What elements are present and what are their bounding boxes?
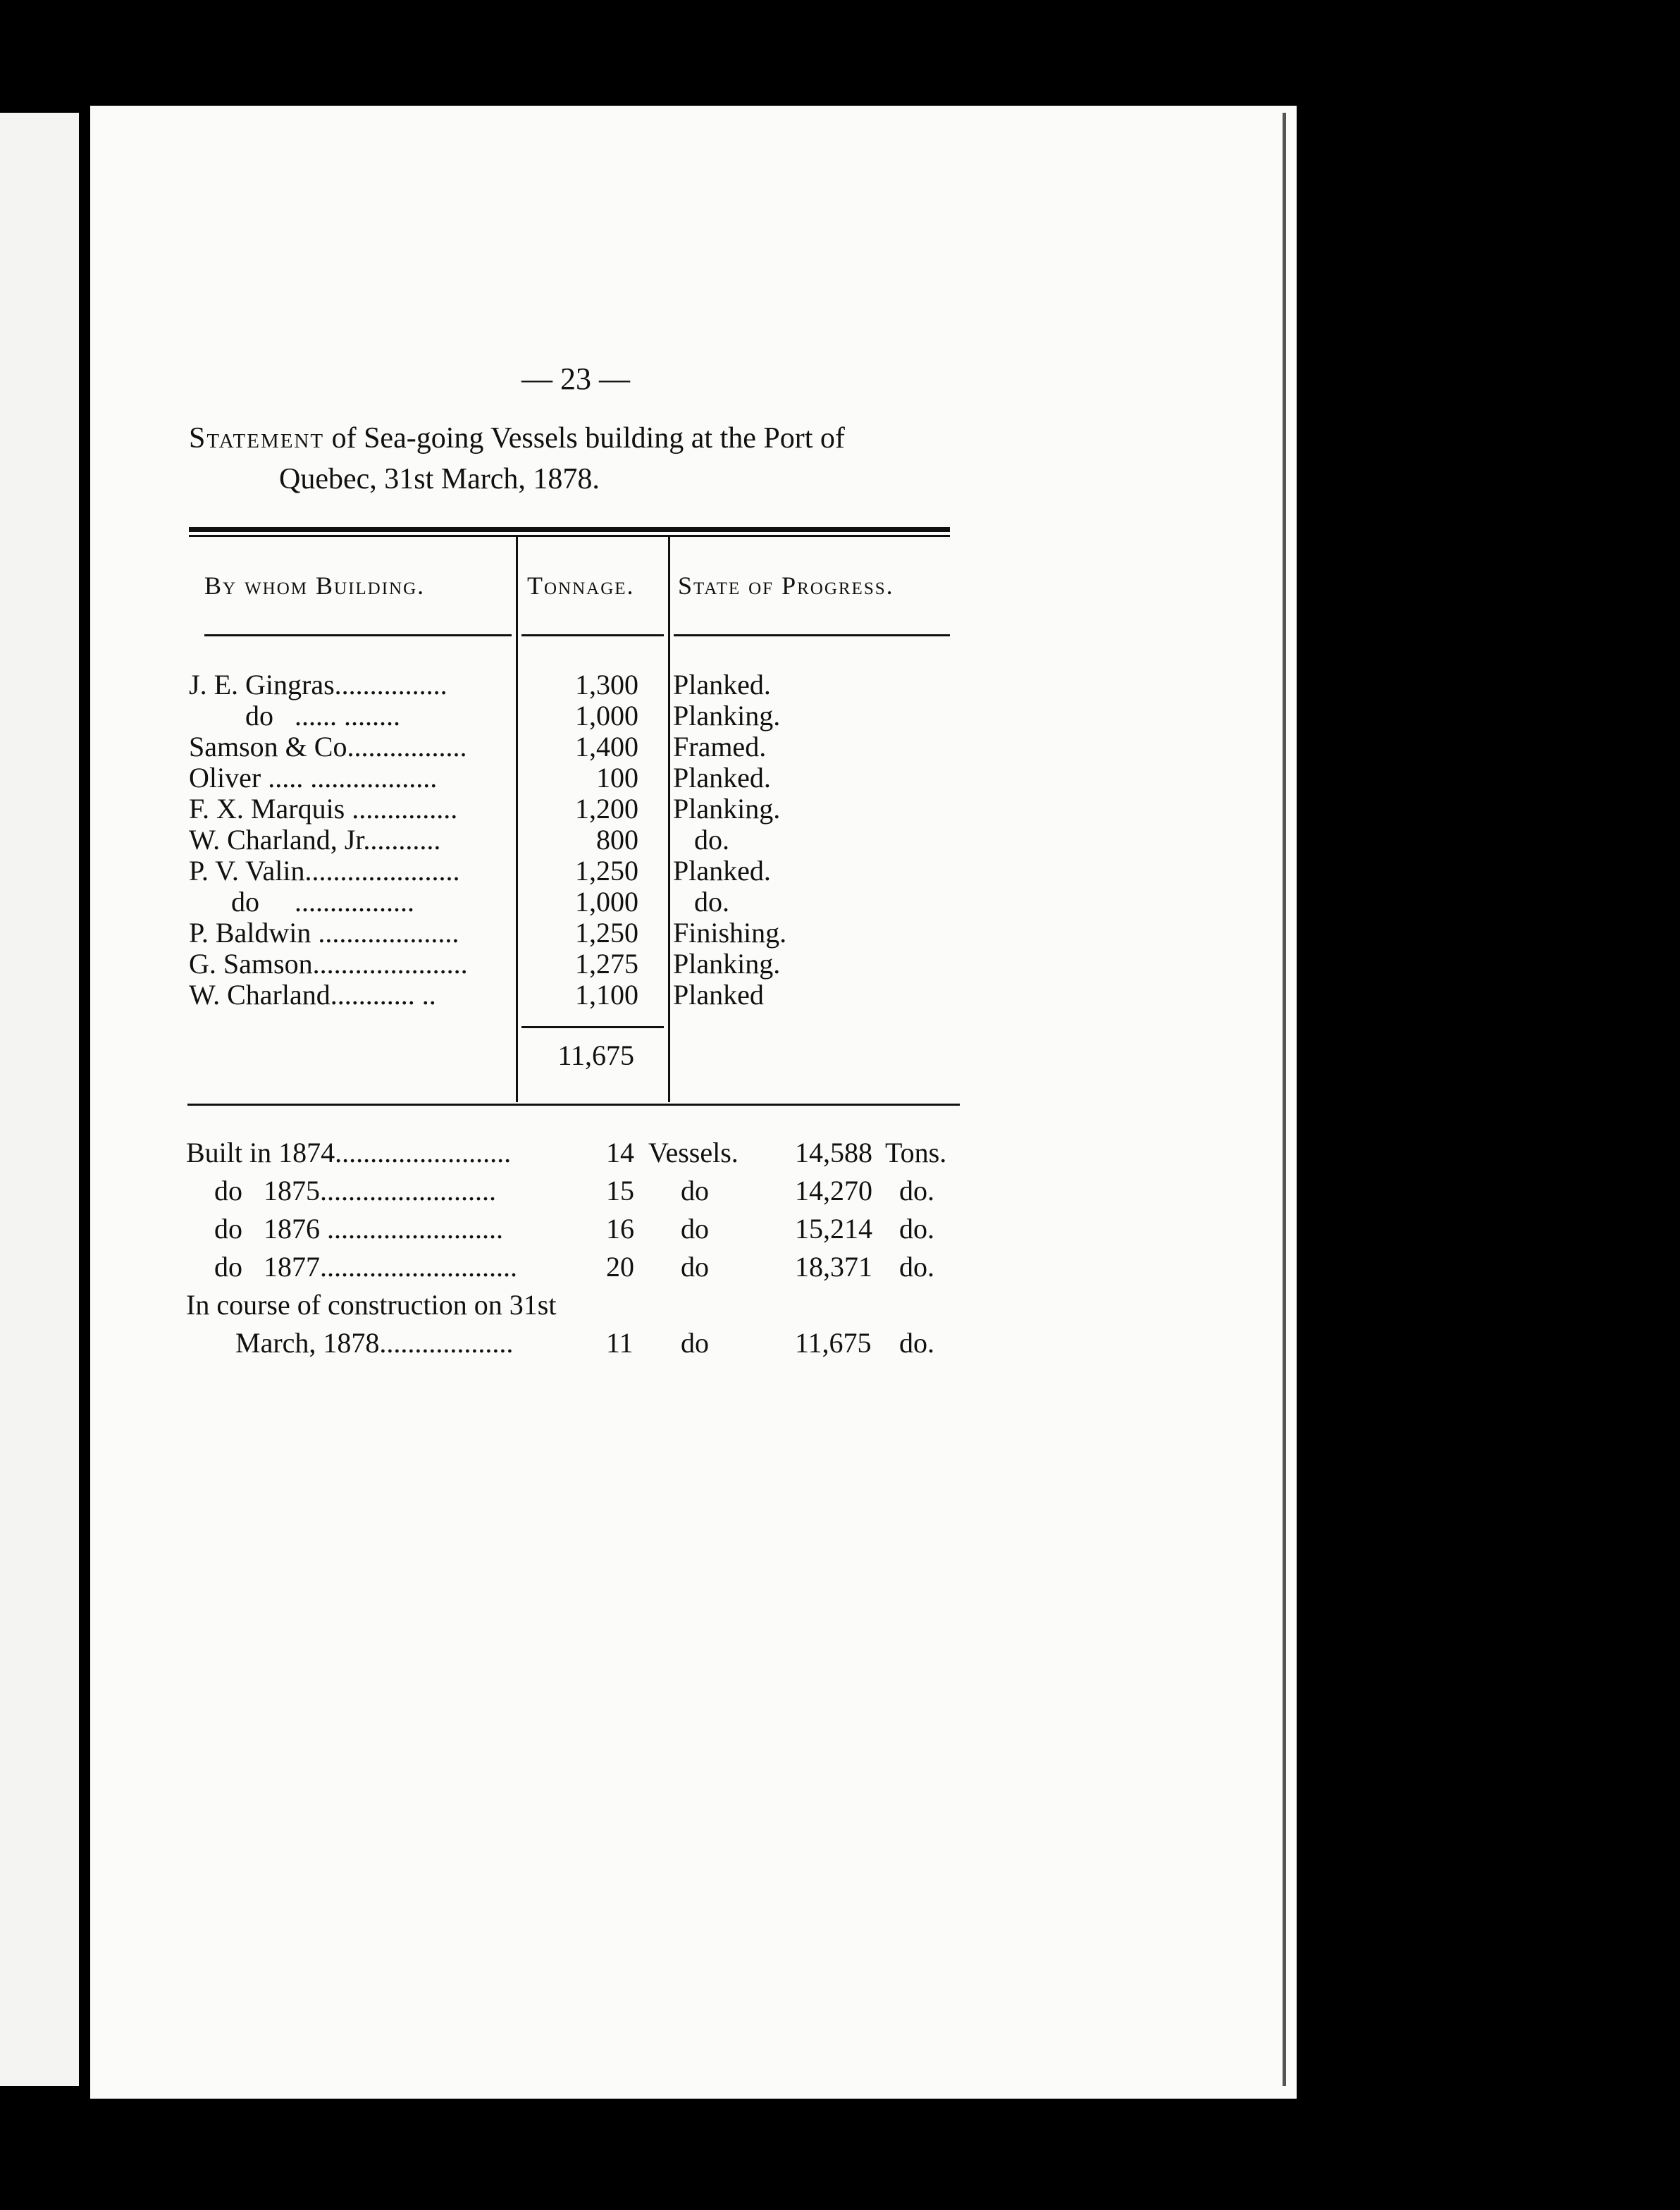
table-row-builder: Samson & Co................. xyxy=(189,731,467,763)
table-row-tonnage: 1,275 xyxy=(575,948,638,980)
table-row-progress: Planked. xyxy=(673,762,771,794)
summary-tons-unit: do. xyxy=(899,1175,934,1206)
table-bottom-rule xyxy=(187,1104,960,1106)
summary-tons-unit: do. xyxy=(899,1327,934,1359)
title-lead: Statement xyxy=(189,422,325,455)
table-row-progress: do. xyxy=(673,824,729,856)
table-row-builder: J. E. Gingras................ xyxy=(189,669,447,700)
table-row-tonnage: 1,400 xyxy=(575,731,638,763)
summary-count: 20 xyxy=(606,1251,634,1283)
header-tonnage: Tonnage. xyxy=(527,572,635,600)
table-row-progress: Planking. xyxy=(673,793,781,825)
summary-count: 16 xyxy=(606,1213,634,1245)
table-row-progress: Planked xyxy=(673,979,764,1011)
table-row-progress: Framed. xyxy=(673,731,767,763)
summary-unit: do xyxy=(681,1175,709,1206)
header-underline-3 xyxy=(674,634,950,636)
table-row-builder: W. Charland, Jr........... xyxy=(189,824,441,856)
summary-tons-unit: do. xyxy=(899,1251,934,1283)
summary-tons: 15,214 xyxy=(795,1213,872,1245)
table-row-tonnage: 1,300 xyxy=(575,669,638,700)
table-top-rule-thin xyxy=(189,535,950,537)
summary-tons: 18,371 xyxy=(795,1251,872,1283)
summary-unit: Vessels. xyxy=(648,1137,739,1168)
table-row-tonnage: 1,200 xyxy=(575,793,638,825)
summary-tons: 11,675 xyxy=(795,1327,872,1359)
header-underline-1 xyxy=(204,634,512,636)
summary-count: 15 xyxy=(606,1175,634,1206)
table-row-progress: Planking. xyxy=(673,948,781,980)
summary-unit: do xyxy=(681,1251,709,1283)
summary-label: do 1877............................ xyxy=(186,1251,517,1283)
header-progress: State of Progress. xyxy=(678,572,894,600)
table-row-builder: F. X. Marquis ............... xyxy=(189,793,458,825)
table-row-progress: Finishing. xyxy=(673,917,787,949)
summary-label: do 1875......................... xyxy=(186,1175,496,1206)
column-rule-2 xyxy=(668,537,670,1102)
document-page xyxy=(90,106,1297,2099)
summary-label: Built in 1874......................... xyxy=(186,1137,512,1168)
table-row-tonnage: 100 xyxy=(596,762,638,794)
summary-tons-unit: do. xyxy=(899,1213,934,1245)
table-row-progress: Planked. xyxy=(673,855,771,887)
table-row-builder: do ...... ........ xyxy=(189,700,400,731)
table-row-progress: do. xyxy=(673,886,729,918)
table-row-tonnage: 1,250 xyxy=(575,855,638,887)
table-row-builder: Oliver ..... .................. xyxy=(189,762,438,794)
table-row-progress: Planking. xyxy=(673,700,781,731)
table-row-tonnage: 1,000 xyxy=(575,700,638,731)
total-rule xyxy=(521,1026,664,1028)
table-top-rule xyxy=(189,527,950,532)
header-builder: By whom Building. xyxy=(204,572,426,600)
table-row-builder: P. V. Valin...................... xyxy=(189,855,460,887)
page-number: — 23 — xyxy=(521,362,630,396)
page-edge-shadow xyxy=(1283,113,1286,2086)
summary-count: 11 xyxy=(606,1327,634,1359)
summary-label: March, 1878................... xyxy=(186,1327,514,1359)
header-underline-2 xyxy=(521,634,664,636)
table-row-builder: G. Samson...................... xyxy=(189,948,468,980)
table-row-builder: W. Charland............ .. xyxy=(189,979,436,1011)
summary-unit: do xyxy=(681,1213,709,1245)
table-total: 11,675 xyxy=(557,1039,634,1071)
summary-tons-unit: Tons. xyxy=(885,1137,947,1168)
title-line-1-rest: of Sea-going Vessels building at the Port of xyxy=(331,422,845,455)
table-row-tonnage: 1,250 xyxy=(575,917,638,949)
table-row-tonnage: 1,000 xyxy=(575,886,638,918)
table-row-tonnage: 800 xyxy=(596,824,638,856)
adjacent-page-edge xyxy=(0,113,79,2086)
summary-unit: do xyxy=(681,1327,709,1359)
table-row-builder: P. Baldwin .................... xyxy=(189,917,459,949)
title-line-1 xyxy=(189,421,845,455)
table-row-progress: Planked. xyxy=(673,669,771,700)
summary-count: 14 xyxy=(606,1137,634,1168)
table-row-tonnage: 1,100 xyxy=(575,979,638,1011)
summary-tons: 14,588 xyxy=(795,1137,872,1168)
summary-label: do 1876 ......................... xyxy=(186,1213,503,1245)
table-row-builder: do ................. xyxy=(189,886,414,918)
summary-label: In course of construction on 31st xyxy=(186,1289,557,1321)
summary-tons: 14,270 xyxy=(795,1175,872,1206)
title-line-2: Quebec, 31st March, 1878. xyxy=(279,463,600,495)
